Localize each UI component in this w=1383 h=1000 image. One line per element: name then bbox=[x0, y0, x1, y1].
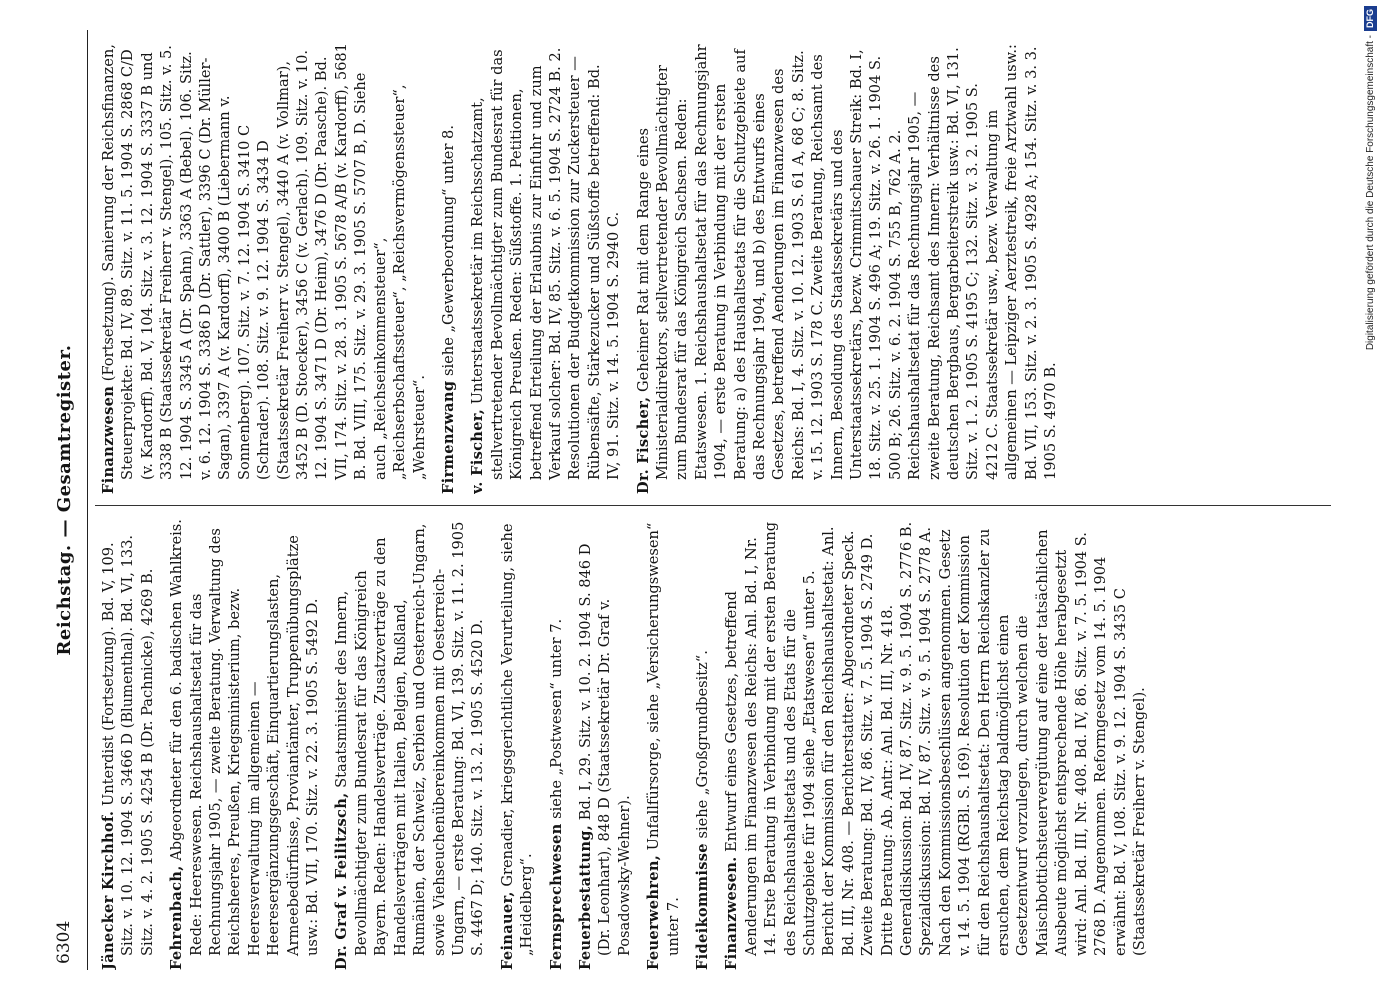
entry-firmenzwang bbox=[438, 42, 457, 494]
left-column bbox=[99, 518, 1329, 970]
entry-dr-fischer bbox=[633, 42, 1060, 494]
entry-text: Geheimer Rat mit dem Range eines Ministerialdirektors, stellvertretender Bevollmächtigter zum Bundesrat für das Königreich Sachsen. Reden: Etatswesen. 1. Reichshaushaltsetat für das Rechnungsjahr 1904, — erste Beratung in Verbindung mit der ersten Beratung: a) des Haushaltsetats für die Schutzgebiete auf das Rechnungsjahr 1904, und b) des Entwurfs eines Gesetzes, betreffend Aenderungen im Finanzwesen des Reichs: Bd. I, 4. Sitz. v. 10. 12. 1903 S. 61 A, 68 C; 8. Sitz. v. 15. 12. 1903 S. 178 C. Zweite Beratung, Reichsamt des Innern, Besoldung des Staatssekretärs und des Unterstaatssekretärs, bezw. Crimmitschauer Streik: Bd. I, 18. Sitz. v. 25. 1. 1904 S. 496 A; 19. Sitz. v. 26. 1. 1904 S. 500 B; 26. Sitz. v. 6. 2. 1904 S. 755 B, 762 A. 2. Reichshaushaltsetat für das Rechnungsjahr 1905, — zweite Beratung, Reichsamt des Innern: Verhältnisse des deutschen Bergbaus, Bergarbeiterstreik usw.: Bd. VI, 131. Sitz. v. 1. 2. 1905 S. 4195 C; 132. Sitz. v. 3. 2. 1905 S. 4212 C. Staatssekretär usw., bezw. Verwaltung im allgemeinen — Leipziger Aerztestreik, freie Arztwahl usw.: Bd. VII, 153. Sitz. v. 2. 3. 1905 S. 4928 A; 154. Sitz. v. 3. 3. 1905 S. 4970 B. bbox=[634, 44, 1059, 480]
entry-name: Feuerbestattung, bbox=[576, 824, 594, 970]
entry-finanzwesen bbox=[722, 518, 1149, 970]
entry-name: Dr. Graf v. Feilitzsch, bbox=[332, 792, 350, 970]
entry-name: Feinauer, bbox=[498, 891, 516, 970]
entry-fernsprechwesen bbox=[546, 518, 565, 970]
entry-finanzwesen-cont bbox=[99, 42, 429, 494]
entry-fideikommisse bbox=[692, 518, 711, 970]
entry-text: (Fortsetzung). Sanierung der Reichsfinanzen, Steuerprojekte: Bd. IV, 89. Sitz. v. 11. 5. 1904 S. 2868 C/D (v. Kardorff). Bd. V, 104. Sitz. v. 3. 12. 1904 S. 3337 B und 3338 B (Staatssekretär Freiherr v. Stengel). 105. Sitz. v. 5. 12. 1904 S. 3345 A (Dr. Spahn), 3363 A (Bebel). 106. Sitz. v. 6. 12. 1904 S. 3386 D (Dr. Sattler), 3396 C (Dr. Müller-Sagan), 3397 A (v. Kardorff), 3400 B (Liebermann v. Sonnenberg). 107. Sitz. v. 7. 12. 1904 S. 3410 C (Schrader). 108. Sitz. v. 9. 12. 1904 S. 3434 D (Staatssekretär Freiherr v. Stengel), 3440 A (v. Vollmar), 3452 B (D. Stoecker), 3456 C (v. Gerlach). 109. Sitz. v. 10. 12. 1904 S. 3471 D (Dr. Heim), 3476 D (Dr. Paasche). Bd. VII, 174. Sitz. v. 28. 3. 1905 S. 5678 A/B (v. Kardorff), 5681 B. Bd. VIII, 175. Sitz. v. 29. 3. 1905 S. 5707 B, D. Siehe auch „Reichseinkommensteuer“, „Reichserbschaftssteuer“, „Reichsvermögenssteuer“, „Wehrsteuer“. bbox=[99, 43, 427, 480]
right-column bbox=[99, 42, 1329, 494]
entry-feuerbestattung bbox=[575, 518, 633, 970]
entry-name: Firmenzwang bbox=[439, 380, 457, 494]
entry-text: Abgeordneter für den 6. badischen Wahlkreis. Rede: Heereswesen. Reichshaushaltsetat für das Rechnungsjahr 1905, — zweite Beratung. Verwaltung des Reichsheeres, Preußen, Kriegsministerium, bezw. Heeresverwaltung im allgemeinen — Heeresergänzungsgeschäft, Einquartierungslasten, Armeebedürfnisse, Proviantämter, Truppenübungsplätze usw.: Bd. VII, 170. Sitz. v. 22. 3. 1905 S. 5492 D. bbox=[167, 519, 321, 956]
rotated-register-page bbox=[47, 30, 1337, 970]
entry-name: Dr. Fischer, bbox=[634, 396, 652, 494]
entry-text: Unfallfürsorge, siehe „Versicherungswesen“ unter 7. bbox=[644, 522, 682, 956]
entry-name: Finanzwesen bbox=[99, 385, 117, 494]
header-rule bbox=[87, 30, 88, 970]
page-title: Reichstag. — Gesamtregister. bbox=[53, 344, 75, 656]
entry-name: Finanzwesen. bbox=[722, 856, 740, 970]
entry-text: siehe „Gewerbeordnung“ unter 8. bbox=[439, 125, 457, 381]
entry-jaenecker bbox=[99, 518, 157, 970]
stamp-text-row bbox=[1363, 6, 1379, 994]
entry-text: siehe „Postwesen“ unter 7. bbox=[547, 618, 565, 824]
entry-text: Staatsminister des Innern, Bevollmächtigter zum Bundesrat für das Königreich Bayern. Reden: Handelsverträge. Zusatzverträge zu den Handelsverträgen mit Italien, Belgien, Rußland, Rumänien, der Schweiz, Serbien und Oesterreich-Ungarn, sowie Viehseuchenübereinkommen mit Oesterreich-Ungarn, — erste Beratung: Bd. VI, 139. Sitz. v. 11. 2. 1905 S. 4467 D; 140. Sitz. v. 13. 2. 1905 S. 4520 D. bbox=[332, 521, 486, 956]
entry-text: Entwurf eines Gesetzes, betreffend Aenderungen im Finanzwesen des Reichs: Anl. Bd. I, Nr. 14. Erste Beratung in Verbindung mit der ersten Beratung des Reichshaushaltsetats und des Etats für die Schutzgebiete für 1904 siehe „Etatswesen“ unter 5. Bericht der Kommission für den Reichshaushaltsetat: Anl. Bd. III, Nr. 408. — Berichterstatter: Abgeordneter Speck. Zweite Beratung: Bd. IV, 86. Sitz. v. 7. 5. 1904 S. 2749 D. Dritte Beratung: Ab. Antr.: Anl. Bd. III, Nr. 418. Generaldiskussion: Bd. IV, 87. Sitz. v. 9. 5. 1904 S. 2776 B. Spezialdiskussion: Bd. IV, 87. Sitz. v. 9. 5. 1904 S. 2778 A. Nach den Kommissionsbeschlüssen angenommen. Gesetz v. 14. 5. 1904 (RGBl. S. 169). Resolution der Kommission für den Reichshaushaltsetat: Den Herrn Reichskanzler zu ersuchen, dem Reichstag baldmöglichst einen Gesetzentwurf vorzulegen, durch welchen die Maischbottichsteuervergütung auf eine der tatsächlichen Ausbeute möglichst entsprechende Höhe herabgesetzt wird: Anl. Bd. III, Nr. 408. Bd. IV, 86. Sitz. v. 7. 5. 1904 S. 2768 D. Angenommen. Reformgesetz vom 14. 5. 1904 erwähnt: Bd. V, 108. Sitz. v. 9. 12. 1904 S. 3435 C (Staatssekretär Freiherr v. Stengel). bbox=[722, 521, 1148, 956]
dfg-logo: DFG bbox=[1364, 6, 1377, 31]
entry-text: Unterdist (Fortsetzung). Bd. V, 109. Sitz. v. 10. 12. 1904 S. 3466 D (Blumenthal). Bd. VI, 133. Sitz. v. 4. 2. 1905 S. 4254 B (Dr. Pachnicke), 4269 B. bbox=[99, 534, 156, 956]
entry-name: Fideikommisse bbox=[693, 843, 711, 970]
entry-text: siehe „Großgrundbesitz“. bbox=[693, 650, 711, 844]
entry-name: Feuerwehren, bbox=[644, 854, 662, 970]
entry-name: v. Fischer, bbox=[468, 408, 486, 494]
page-header bbox=[47, 30, 81, 970]
entry-fehrenbach bbox=[167, 518, 322, 970]
entry-feuerwehren bbox=[644, 518, 683, 970]
page-number: 6304 bbox=[53, 920, 74, 964]
entry-text: Unterstaatssekretär im Reichsschatzamt, stellvertretender Bevollmächtigter zum Bundesrat für das Königreich Preußen. Reden: Süßstoffe. 1. Petitionen, betreffend Erteilung der Erlaubnis zur Einfuhr und zum Verkauf solcher: Bd. IV, 85. Sitz. v. 6. 5. 1904 S. 2724 B. 2. Resolutionen der Budgetkommission zur Zuckersteuer — Rübensäfte, Stärkezucker und Süßstoffe betreffend: Bd. IV, 91. Sitz. v. 14. 5. 1904 S. 2940 C. bbox=[468, 47, 622, 480]
entry-v-fischer bbox=[468, 42, 623, 494]
entry-name: Jänecker Kirchhof. bbox=[99, 810, 117, 970]
entry-text: Bd. I, 29. Sitz. v. 10. 2. 1904 S. 846 D (Dr. Leonhart), 848 D (Staatssekretär Dr. Graf v. Posadowsky-Wehner). bbox=[576, 543, 633, 956]
entry-name: Fehrenbach, bbox=[167, 865, 185, 970]
entry-text: Grenadier, kriegsgerichtliche Verurteilung, siehe „Heidelberg“. bbox=[498, 523, 535, 956]
entry-feilitzsch bbox=[332, 518, 487, 970]
digitization-stamp bbox=[1363, 6, 1379, 994]
entry-name: Fernsprechwesen bbox=[547, 823, 565, 970]
column-divider bbox=[95, 505, 1331, 506]
stamp-text: Digitalisierung gefördert durch die Deutsche Forschungsgemeinschaft - bbox=[1365, 35, 1376, 351]
entry-feinauer bbox=[497, 518, 536, 970]
